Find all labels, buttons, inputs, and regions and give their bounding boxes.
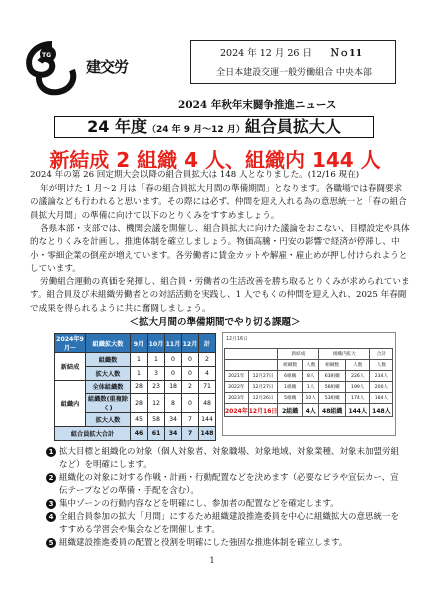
task-list xyxy=(46,446,406,550)
table-header-cell xyxy=(225,349,278,360)
issue-number: Ｎｏ11 xyxy=(330,48,363,59)
list-item-text: 組織化の対象に対する作戦・計画・行動配置などを決めます（必要なビラや宣伝カー、宣伝テープなどの準備・手配を含む）。 xyxy=(59,473,399,496)
table-cell: 12月16日 xyxy=(248,404,278,417)
table-cell: 34 xyxy=(165,413,182,427)
row-group-label: 組織内 xyxy=(55,380,86,427)
table-cell: 56組織 xyxy=(319,382,346,393)
table-row xyxy=(225,371,393,382)
logo-text: 建交労 xyxy=(86,58,129,76)
paragraph-4: 労働組合運動の真価を発揮し、組合員・労働者の生活改善を勝ち取るとりくみが求められています。組合員及び未組織労働者との対話活動を実践し、1 人でもくの仲間を迎え入れ、2025 年春闘で成果を得られるように共に奮闘しましょう。 xyxy=(30,277,410,314)
number-badge-icon: 5 xyxy=(46,538,56,548)
table-header-row xyxy=(225,349,393,360)
table-cell: 12月26日 xyxy=(248,393,278,404)
table-cell: 46 xyxy=(131,427,148,441)
table-cell: 184人 xyxy=(370,393,393,404)
list-item xyxy=(46,446,406,472)
table-cell: 45 xyxy=(131,413,148,427)
table-cell: 5組織 xyxy=(278,393,303,404)
paragraph-1: 2024 年の第 26 回定期大会以降の組合員拡大は 148 人となりました。(12/16 現在) xyxy=(30,170,360,180)
table-cell: 48 xyxy=(199,394,216,413)
newsletter-title: 2024 年秋年末闘争推進ニュース xyxy=(178,99,337,111)
number-badge-icon: 1 xyxy=(46,447,56,457)
table-header-cell: 9月 xyxy=(131,334,148,353)
table-cell: 34 xyxy=(165,427,182,441)
list-item xyxy=(46,511,406,537)
table-row-current xyxy=(225,404,393,417)
union-logo-swoosh-icon xyxy=(22,38,86,98)
title-year: 24 年度 xyxy=(87,117,147,136)
list-item xyxy=(46,472,406,498)
table-cell: 28 xyxy=(131,394,148,413)
expansion-table xyxy=(54,333,216,441)
table-cell: 2022年 xyxy=(225,382,249,393)
list-item-text: 組織建設推進委員の配置と役割を明確にした強固な推進体制を確立します。 xyxy=(59,538,348,548)
list-item xyxy=(46,537,406,550)
table-cell: 23 xyxy=(148,380,165,394)
table-cell: 12月27日 xyxy=(248,371,278,382)
table-header-cell: 2024年9月～ xyxy=(55,334,86,353)
table-row xyxy=(55,353,216,367)
comparison-table xyxy=(224,348,393,417)
table-header-cell: 新結成 xyxy=(278,349,319,360)
table-row xyxy=(55,380,216,394)
table-cell: 8 xyxy=(165,394,182,413)
table-cell: 200人 xyxy=(370,382,393,393)
list-item xyxy=(46,498,406,511)
total-label: 組合員拡大合計 xyxy=(55,427,131,441)
issue-date: 2024 年 12 月 26 日 xyxy=(220,48,312,59)
list-item-text: 拡大目標と組織化の対象（個人対象者、対象職場、対象地域、対象業種、対象未加盟労組など）を明確にします。 xyxy=(59,447,400,470)
title-range: （24 年 9 月～12 月） xyxy=(146,125,245,135)
union-logo xyxy=(22,38,152,98)
table-cell: 2024年 xyxy=(225,404,249,417)
table-cell: 148 xyxy=(199,427,216,441)
table-header-cell: 人数 xyxy=(370,360,393,371)
comparison-table-date-tag: 12月16日 xyxy=(226,337,248,342)
row-group-label: 新結成 xyxy=(55,353,86,381)
table-cell: 2023年 xyxy=(225,393,249,404)
headline: 新結成 2 組織 4 人、組織内 144 人 xyxy=(49,148,381,172)
table-header-cell: 人数 xyxy=(346,360,370,371)
table-header-cell: 人数 xyxy=(303,360,319,371)
table-header-cell: 組織内拡大 xyxy=(319,349,370,360)
table-cell: 1 xyxy=(148,353,165,367)
table-cell: 144人 xyxy=(346,404,370,417)
page-number: 1 xyxy=(209,556,215,565)
table-cell: 6組織 xyxy=(278,371,303,382)
table-cell: 7 xyxy=(182,413,199,427)
table-cell: 226人 xyxy=(346,371,370,382)
tasks-subheading: ＜拡大月間の準備期間でやり切る課題＞ xyxy=(129,317,301,328)
table-cell: 3 xyxy=(148,366,165,380)
table-cell: 234人 xyxy=(370,371,393,382)
paragraph-2: 年が明けた 1 月～2 月は「春の組合員拡大月間の準備期間」となります。各職場では春闘要求の議論なども行われると思います。その際には必ず、仲間を迎え入れる為の意思統一と「春の組合員拡大月間」の準備に向けて以下のとりくみをすすめましょう。 xyxy=(30,184,407,221)
table-cell: 2021年 xyxy=(225,371,249,382)
table-header-row xyxy=(225,360,393,371)
row-label: 拡大人数 xyxy=(86,366,131,380)
table-header-cell: 組織数 xyxy=(278,360,303,371)
row-label: 組織数(重複除く) xyxy=(86,394,131,413)
table-cell: 148人 xyxy=(370,404,393,417)
table-header-cell: 12月 xyxy=(182,334,199,353)
table-header-cell: 10月 xyxy=(148,334,165,353)
table-cell: 18 xyxy=(165,380,182,394)
row-label: 拡大人数 xyxy=(86,413,131,427)
number-badge-icon: 2 xyxy=(46,473,56,483)
number-badge-icon: 3 xyxy=(46,499,56,509)
table-header-cell: 組織数 xyxy=(319,360,346,371)
table-row xyxy=(225,393,393,404)
table-cell: 144 xyxy=(199,413,216,427)
table-cell: 58 xyxy=(148,413,165,427)
table-cell: 12 xyxy=(148,394,165,413)
row-label: 組織数 xyxy=(86,353,131,367)
table-header-row xyxy=(55,334,216,353)
table-cell: 48組織 xyxy=(319,404,346,417)
table-cell: 2 xyxy=(199,353,216,367)
page-title xyxy=(54,116,374,138)
table-cell: 0 xyxy=(182,394,199,413)
table-cell: 12月27日 xyxy=(248,382,278,393)
table-cell: 0 xyxy=(165,353,182,367)
table-cell: 7 xyxy=(182,427,199,441)
number-badge-icon: 4 xyxy=(46,512,56,522)
table-cell: 0 xyxy=(165,366,182,380)
svg-text:TG: TG xyxy=(42,52,52,59)
table-cell: 4 xyxy=(199,366,216,380)
row-label: 全体組織数 xyxy=(86,380,131,394)
table-cell: 71 xyxy=(199,380,216,394)
table-cell: 0 xyxy=(182,366,199,380)
table-row xyxy=(225,382,393,393)
publisher: 全日本建設交運一般労働組合 中央本部 xyxy=(216,68,372,78)
table-cell: 63組織 xyxy=(319,371,346,382)
table-cell: 0 xyxy=(182,353,199,367)
table-header-cell: 組織拡大数 xyxy=(86,334,131,353)
table-cell: 1組織 xyxy=(278,382,303,393)
table-cell: 1 xyxy=(131,353,148,367)
table-cell: 199人 xyxy=(346,382,370,393)
title-topic: 組合員拡大人 xyxy=(244,117,341,136)
table-cell: 53組織 xyxy=(319,393,346,404)
paragraph-3: 各県本部・支部では、機関会議を開催し、組合員拡大に向けた議論をおこない、目標設定や具体的なとりくみを計画し、推進体制を確立しましょう。物価高騰・円安の影響で経済が停滞し、中小・零細企業の倒産が増えています。各労働者に賃金カットや解雇・雇止めが押し付けられようとしています。 xyxy=(30,224,410,274)
table-cell: 1人 xyxy=(303,382,319,393)
table-cell: 8人 xyxy=(303,371,319,382)
list-item-text: 集中ゾーンの行動内容などを明確にし、参加者の配置などを確定します。 xyxy=(59,499,339,509)
table-header-cell xyxy=(225,360,278,371)
table-cell: 61 xyxy=(148,427,165,441)
list-item-text: 全組合員参加の拡大「月間」にするため組織建設推進委員を中心に組織拡大の意思統一をすすめる学習会や集会などを開催します。 xyxy=(59,512,400,535)
table-header-cell: 計 xyxy=(199,334,216,353)
table-header-cell: 合計 xyxy=(370,349,393,360)
table-cell: 4人 xyxy=(303,404,319,417)
table-total-row xyxy=(55,427,216,441)
table-cell: 174人 xyxy=(346,393,370,404)
table-cell: 1 xyxy=(131,366,148,380)
table-cell: 28 xyxy=(131,380,148,394)
table-cell: 10人 xyxy=(303,393,319,404)
table-header-cell: 11月 xyxy=(165,334,182,353)
table-cell: 2組織 xyxy=(278,404,303,417)
table-cell: 2 xyxy=(182,380,199,394)
